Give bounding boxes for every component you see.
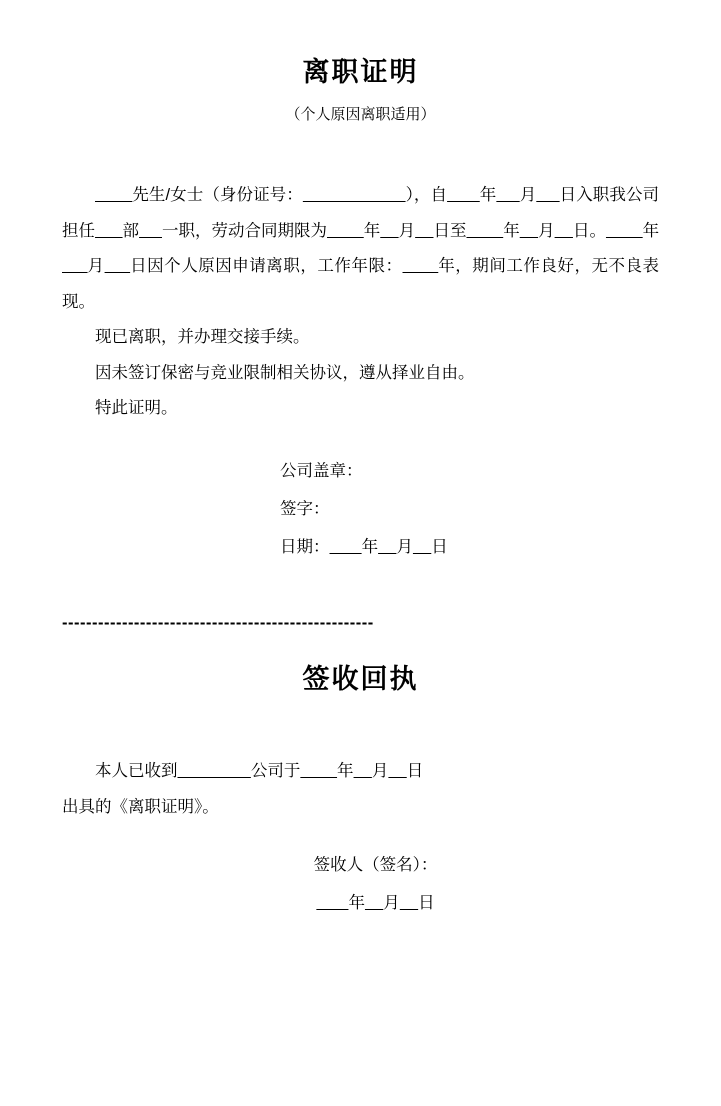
blank-receipt-company[interactable] — [178, 762, 251, 780]
blank-receipt-month[interactable] — [354, 762, 372, 780]
text-department-unit: 部 — [122, 221, 140, 240]
text-contract-prefix: 职，劳动合同期限为 — [178, 221, 328, 240]
blank-work-years[interactable] — [403, 257, 439, 275]
text-contract-start-month-unit: 月 — [398, 221, 416, 240]
text-start-prefix: 自 — [430, 186, 448, 205]
receipt-paragraph-2: 出具的《离职证明》。 — [62, 797, 219, 816]
blank-resign-month[interactable] — [62, 257, 88, 275]
date-month-unit: 月 — [396, 537, 413, 556]
blank-start-month[interactable] — [496, 186, 519, 204]
date-day-unit: 日 — [431, 537, 448, 556]
blank-contract-start-day[interactable] — [415, 222, 433, 240]
blank-start-day[interactable] — [536, 186, 559, 204]
text-contract-end-month-unit: 月 — [538, 221, 555, 240]
receiver-label: 签收人（签名）： — [313, 856, 438, 875]
text-resign-reason: 日因个人原因申请离职，工作年 — [130, 257, 369, 276]
receipt-body — [62, 754, 659, 825]
blank-contract-end-month[interactable] — [520, 222, 538, 240]
text-contract-end-day-unit: 日。 — [572, 221, 606, 240]
certificate-body — [62, 178, 659, 426]
text-start-year-unit: 年 — [479, 186, 497, 205]
page-subtitle: （个人原因离职适用） — [285, 106, 436, 124]
blank-name[interactable] — [95, 186, 132, 204]
company-seal-label: 公司盖章： — [280, 461, 363, 480]
signature-block — [62, 453, 659, 567]
receipt-date-year-unit: 年 — [348, 894, 365, 913]
receipt-date-day-unit: 日 — [418, 894, 435, 913]
text-name-suffix: 先生/女士（身份证号： — [132, 186, 303, 205]
section-divider: ---------------------------------------------------- — [62, 614, 374, 633]
receipt-date-row — [92, 885, 659, 923]
certificate-paragraph-4: 特此证明。 — [95, 399, 178, 418]
date-label: 日期： — [280, 537, 330, 556]
blank-contract-end-year[interactable] — [467, 222, 504, 240]
date-year-unit: 年 — [361, 537, 379, 556]
receipt-paragraph-1 — [62, 754, 659, 789]
text-contract-start-year-unit: 年 — [363, 221, 381, 240]
blank-resign-year[interactable] — [606, 222, 643, 240]
blank-sign-month[interactable] — [378, 538, 396, 556]
blank-receipt-sign-year[interactable] — [316, 894, 348, 912]
blank-receipt-year[interactable] — [300, 762, 337, 780]
receipt-title: 签收回执 — [302, 664, 419, 695]
text-receipt-day-unit: 日 — [406, 762, 424, 781]
blank-department[interactable] — [95, 222, 123, 240]
text-receipt-month-unit: 月 — [371, 762, 389, 781]
certificate-paragraph-3: 因未签订保密与竞业限制相关协议，遵从择业自由。 — [95, 363, 475, 382]
blank-contract-end-day[interactable] — [555, 222, 573, 240]
text-received-prefix: 本人已收到 — [95, 762, 178, 781]
blank-sign-year[interactable] — [330, 538, 362, 556]
document-page — [0, 56, 721, 1106]
blank-receipt-day[interactable] — [388, 762, 406, 780]
blank-sign-day[interactable] — [413, 538, 431, 556]
signature-label: 签字： — [280, 499, 330, 518]
text-id-suffix: ）， — [405, 186, 431, 205]
signature-date-row — [280, 529, 659, 567]
blank-id-number[interactable] — [303, 186, 406, 204]
text-contract-end-year-unit: 年 — [503, 221, 520, 240]
blank-start-year[interactable] — [447, 186, 480, 204]
text-start-month-unit: 月 — [519, 186, 537, 205]
text-join-company: 日入职我公司担任 — [62, 186, 660, 240]
blank-contract-start-month[interactable] — [380, 222, 398, 240]
text-position-suffix: 一 — [162, 221, 179, 240]
blank-receipt-sign-day[interactable] — [400, 894, 418, 912]
text-resign-month-unit: 月 — [87, 257, 105, 276]
certificate-paragraph-1 — [62, 178, 659, 320]
receipt-date-month-unit: 月 — [383, 894, 400, 913]
text-work-years-prefix: 限： — [368, 257, 403, 276]
text-receipt-year-unit: 年 — [337, 762, 354, 781]
text-contract-to: 日至 — [433, 221, 467, 240]
text-resign-year-unit: 年 — [642, 221, 660, 240]
blank-position[interactable] — [139, 222, 162, 240]
page-title: 离职证明 — [302, 57, 419, 87]
blank-contract-start-year[interactable] — [327, 222, 364, 240]
blank-resign-day[interactable] — [105, 257, 131, 275]
certificate-paragraph-2: 现已离职，并办理交接手续。 — [95, 328, 310, 347]
receipt-signature-block — [62, 847, 659, 923]
text-work-years-suffix: 年，期间工作良好，无不良表现。 — [62, 257, 660, 311]
text-company-suffix: 公司于 — [250, 762, 301, 781]
blank-receipt-sign-month[interactable] — [365, 894, 383, 912]
